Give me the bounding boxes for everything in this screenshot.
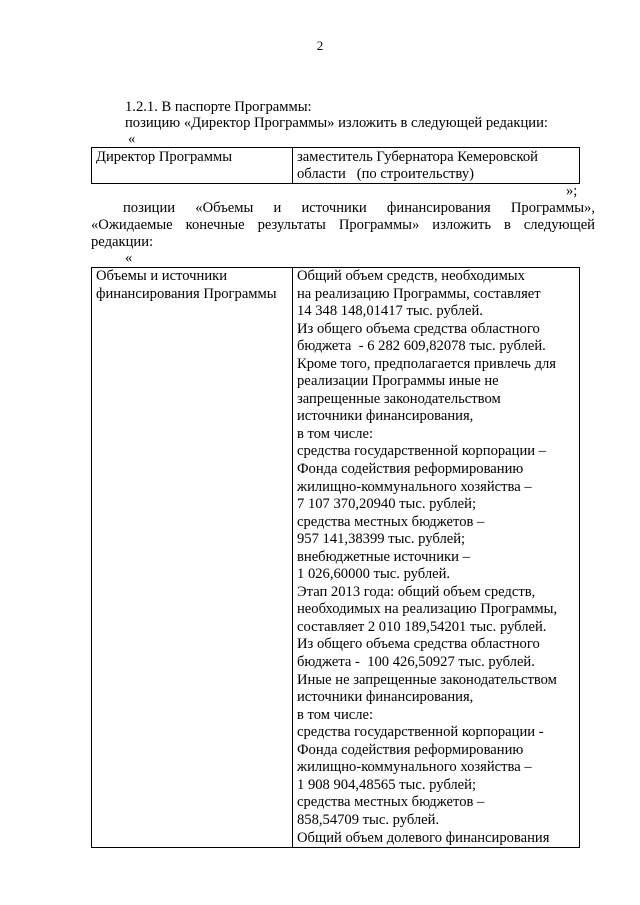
funding-value-line: составляет 2 010 189,54201 тыс. рублей. bbox=[297, 618, 547, 635]
funding-value-line: необходимых на реализацию Программы, bbox=[297, 601, 558, 618]
section-heading: 1.2.1. В паспорте Программы: bbox=[125, 99, 312, 115]
funding-value-line: 858,54709 тыс. рублей. bbox=[297, 811, 440, 828]
table-row bbox=[92, 268, 580, 848]
funding-value-line: Кроме того, предполагается привлечь для bbox=[297, 355, 557, 372]
funding-value-line: Этап 2013 года: общий объем средств, bbox=[297, 583, 536, 600]
funding-value-line: в том числе: bbox=[297, 706, 374, 723]
funding-value-line: 14 348 148,01417 тыс. рублей. bbox=[297, 303, 483, 320]
positions-text-line-1: позиции «Объемы и источники финансирования Программы», bbox=[123, 200, 595, 216]
funding-value-line: на реализацию Программы, составляет bbox=[297, 285, 541, 302]
director-instruction: позицию «Директор Программы» изложить в следующей редакции: bbox=[125, 115, 548, 131]
funding-value-line: источники финансирования, bbox=[297, 689, 474, 706]
funding-value-line: Фонда содействия реформированию bbox=[297, 461, 524, 478]
director-value-cell bbox=[293, 148, 580, 184]
funding-value-line: средства местных бюджетов – bbox=[297, 794, 485, 811]
funding-value-line: средства местных бюджетов – bbox=[297, 513, 485, 530]
funding-value-line: Общий объем долевого финансирования bbox=[297, 829, 550, 846]
funding-value-line: внебюджетные источники – bbox=[297, 548, 470, 565]
director-value-line: заместитель Губернатора Кемеровской bbox=[297, 149, 538, 165]
funding-table bbox=[91, 267, 580, 848]
funding-value-line: Иные не запрещенные законодательством bbox=[297, 671, 557, 688]
funding-value-line: бюджета - 100 426,50927 тыс. рублей. bbox=[297, 654, 535, 671]
funding-value-line: 7 107 370,20940 тыс. рублей; bbox=[297, 496, 477, 513]
funding-value-line: Из общего объема средства областного bbox=[297, 320, 540, 337]
funding-value-line: источники финансирования, bbox=[297, 408, 474, 425]
funding-value-line: Из общего объема средства областного bbox=[297, 636, 540, 653]
director-label: Директор Программы bbox=[96, 149, 233, 165]
positions-text-line-2: «Ожидаемые конечные результаты Программы» изложить в следующей bbox=[91, 217, 595, 233]
funding-label-cell bbox=[92, 268, 293, 848]
close-quote: »; bbox=[566, 183, 578, 199]
funding-value-line: бюджета - 6 282 609,82078 тыс. рублей. bbox=[297, 338, 546, 355]
open-quote: « bbox=[128, 131, 136, 147]
funding-value-line: в том числе: bbox=[297, 425, 374, 442]
funding-value-line: Фонда содействия реформированию bbox=[297, 741, 524, 758]
funding-value-line: 1 026,60000 тыс. рублей. bbox=[297, 566, 451, 583]
funding-value-line: жилищно-коммунального хозяйства – bbox=[297, 478, 532, 495]
positions-text-line-3: редакции: bbox=[91, 234, 154, 250]
funding-label-line: финансирования Программы bbox=[96, 285, 277, 302]
page-number: 2 bbox=[316, 38, 324, 53]
open-quote: « bbox=[125, 250, 133, 266]
director-table bbox=[91, 147, 580, 184]
funding-value-line: запрещенные законодательством bbox=[297, 390, 501, 407]
funding-value-line: реализации Программы иные не bbox=[297, 373, 499, 390]
funding-value-line: средства государственной корпорации - bbox=[297, 724, 544, 741]
table-row bbox=[92, 148, 580, 184]
funding-value-line: средства государственной корпорации – bbox=[297, 443, 547, 460]
director-label-cell bbox=[92, 148, 293, 184]
funding-value-line: жилищно-коммунального хозяйства – bbox=[297, 759, 532, 776]
director-value-line: области (по строительству) bbox=[297, 166, 474, 182]
funding-value-line: 957 141,38399 тыс. рублей; bbox=[297, 531, 466, 548]
funding-label-line: Объемы и источники bbox=[96, 268, 228, 284]
funding-value-line: 1 908 904,48565 тыс. рублей; bbox=[297, 776, 477, 793]
funding-value-line: Общий объем средств, необходимых bbox=[297, 268, 525, 284]
funding-value-cell bbox=[293, 268, 580, 848]
